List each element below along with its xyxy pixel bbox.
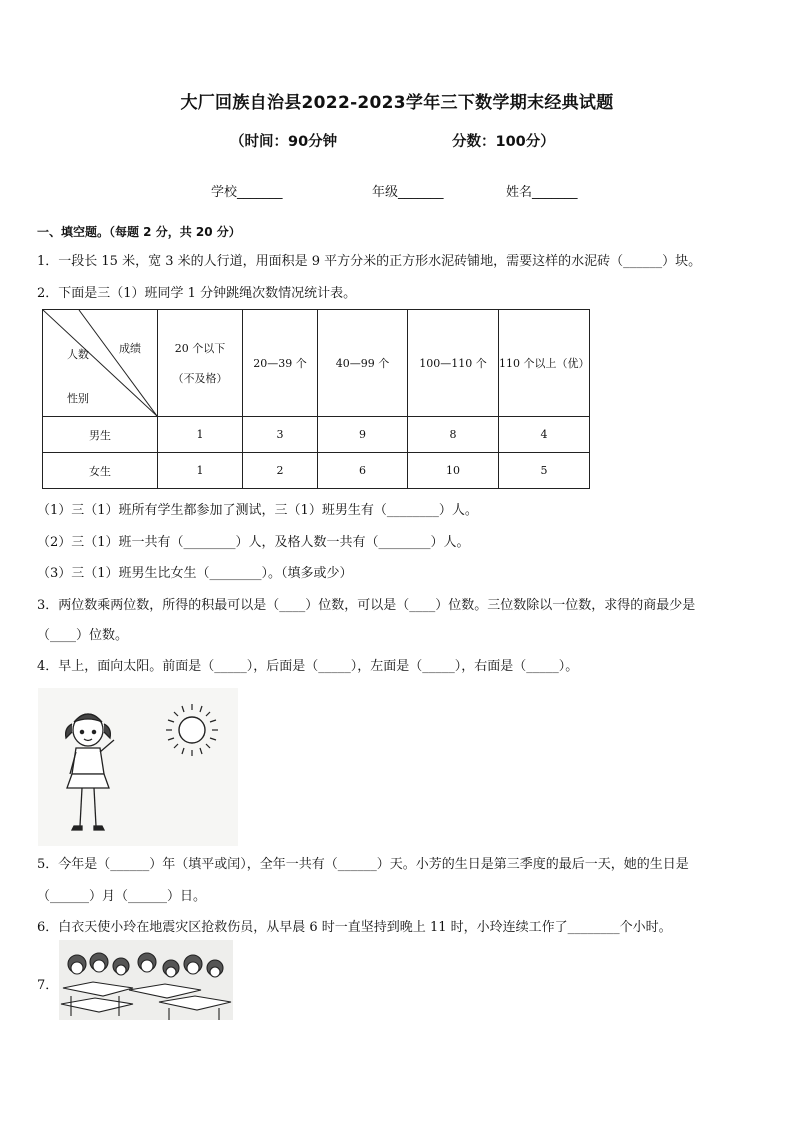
question-4: 4．早上，面向太阳。前面是（_____），后面是（_____），左面是（_____），右面是（_____）。 bbox=[37, 659, 579, 674]
corner-label-gender: 性别 bbox=[67, 392, 89, 405]
table-cell: 6 bbox=[318, 453, 408, 489]
table-cell: 3 bbox=[243, 417, 318, 453]
column-header: 100—110 个 bbox=[408, 310, 499, 417]
question-6: 6．白衣天使小玲在地震灾区抢救伤员，从早晨 6 时一直坚持到晚上 11 时，小玲连续工作了________个小时。 bbox=[37, 920, 672, 935]
exam-score: 分数：100分） bbox=[452, 134, 555, 150]
grade-field: 年级_______ bbox=[372, 185, 444, 200]
section-heading: 一、填空题。（每题 2 分，共 20 分） bbox=[37, 225, 241, 239]
name-field: 姓名_______ bbox=[506, 185, 578, 200]
question-2: 2．下面是三（1）班同学 1 分钟跳绳次数情况统计表。 bbox=[37, 286, 357, 301]
table-cell: 5 bbox=[499, 453, 590, 489]
stats-table bbox=[42, 309, 590, 489]
table-corner-cell bbox=[43, 310, 158, 417]
table-header-row bbox=[43, 310, 590, 417]
diagonal-lines bbox=[43, 310, 157, 416]
question-1: 1．一段长 15 米，宽 3 米的人行道，用面积是 9 平方分米的正方形水泥砖铺地，需要这样的水泥砖（______）块。 bbox=[37, 254, 702, 269]
school-field: 学校_______ bbox=[211, 185, 283, 200]
column-header: 40—99 个 bbox=[318, 310, 408, 417]
question-5-line-2: （______）月（______）日。 bbox=[37, 889, 207, 904]
table-cell: 4 bbox=[499, 417, 590, 453]
question-7: 7． bbox=[37, 978, 59, 993]
table-row bbox=[43, 417, 590, 453]
table-cell: 10 bbox=[408, 453, 499, 489]
table-cell: 1 bbox=[158, 453, 243, 489]
question-2-part-1: （1）三（1）班所有学生都参加了测试，三（1）班男生有（________）人。 bbox=[37, 503, 478, 518]
exam-time: （时间：90分钟 bbox=[230, 134, 338, 150]
question-2-part-2: （2）三（1）班一共有（________）人，及格人数一共有（________）人。 bbox=[37, 535, 470, 550]
classroom-illustration bbox=[59, 940, 233, 1020]
column-header: 20—39 个 bbox=[243, 310, 318, 417]
table-cell: 8 bbox=[408, 417, 499, 453]
question-3-line-1: 3．两位数乘两位数，所得的积最可以是（____）位数，可以是（____）位数。三位数除以一位数，求得的商最少是 bbox=[37, 598, 696, 613]
table-row bbox=[43, 453, 590, 489]
question-5-line-1: 5．今年是（______）年（填平或闰），全年一共有（______）天。小芳的生日是第三季度的最后一天，她的生日是 bbox=[37, 857, 689, 872]
column-header: 110 个以上（优） bbox=[499, 310, 590, 417]
question-2-part-3: （3）三（1）班男生比女生（________）。（填多或少） bbox=[37, 566, 353, 581]
corner-label-score: 成绩 bbox=[119, 342, 141, 355]
page-title: 大厂回族自治县2022-2023学年三下数学期末经典试题 bbox=[180, 93, 614, 113]
row-label: 男生 bbox=[43, 417, 158, 453]
girl-and-sun-illustration bbox=[38, 688, 238, 846]
question-3-line-2: （____）位数。 bbox=[37, 628, 129, 643]
table-cell: 1 bbox=[158, 417, 243, 453]
row-label: 女生 bbox=[43, 453, 158, 489]
corner-label-count: 人数 bbox=[67, 348, 89, 361]
table-cell: 9 bbox=[318, 417, 408, 453]
table-cell: 2 bbox=[243, 453, 318, 489]
column-header: 20 个以下 （不及格） bbox=[158, 310, 243, 417]
